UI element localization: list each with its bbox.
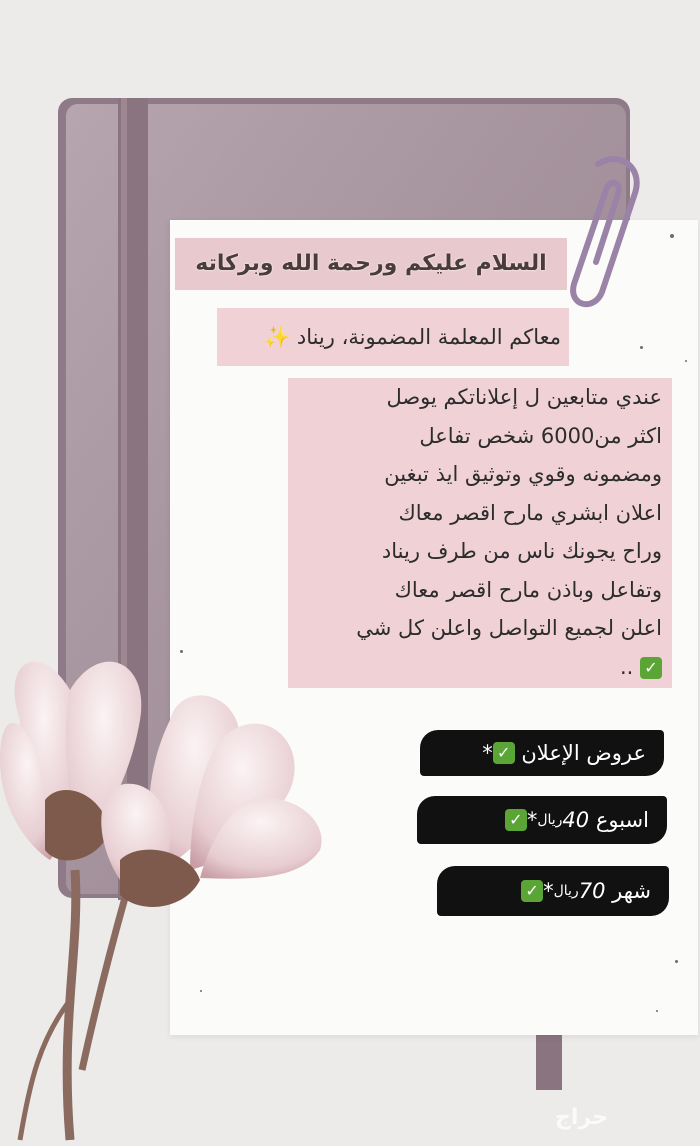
week-label: اسبوع — [595, 808, 649, 832]
description-line: اعلن لجميع التواصل واعلن كل شي — [356, 616, 662, 640]
offers-header-pill: عروض الإعلان ✓ * — [420, 730, 664, 776]
watermark-logo: حراج — [555, 1105, 608, 1130]
month-label: شهر — [612, 879, 651, 903]
description-line: وراح يجونك ناس من طرف ريناد — [381, 539, 662, 563]
check-mark-icon: ✓ — [493, 742, 515, 764]
week-price-pill: اسبوع 40 ريال * ✓ — [417, 796, 667, 844]
currency-label: ريال — [537, 812, 563, 828]
description-line: اكثر من6000 شخص تفاعل — [419, 423, 662, 448]
description-block — [288, 378, 672, 688]
description-line: اعلان ابشري مارح اقصر معاك — [398, 500, 662, 525]
check-mark-icon: ✓ — [521, 880, 543, 902]
offers-header-label: عروض الإعلان — [521, 741, 646, 765]
magnolia-flower-illustration — [0, 662, 322, 1140]
paperclip-icon — [573, 159, 637, 304]
currency-label: ريال — [553, 883, 579, 899]
week-price: 40 — [562, 808, 590, 832]
month-price-pill: شهر 70 ريال * ✓ — [437, 866, 669, 916]
month-price: 70 — [578, 879, 606, 903]
description-line: ومضمونه وقوي وتوثيق ايذ تبغين — [384, 462, 662, 486]
check-mark-icon: ✓ — [505, 809, 527, 831]
greeting-text: السلام عليكم ورحمة الله وبركاته — [175, 238, 567, 290]
description-line: وتفاعل وباذن مارح اقصر معاك — [394, 577, 662, 602]
description-line-end: ✓ .. — [294, 648, 662, 687]
description-line: عندي متابعين ل إعلاناتكم يوصل — [386, 385, 662, 409]
check-mark-icon: ✓ — [640, 657, 662, 679]
intro-text: معاكم المعلمة المضمونة، ريناد ✨ — [217, 308, 569, 366]
